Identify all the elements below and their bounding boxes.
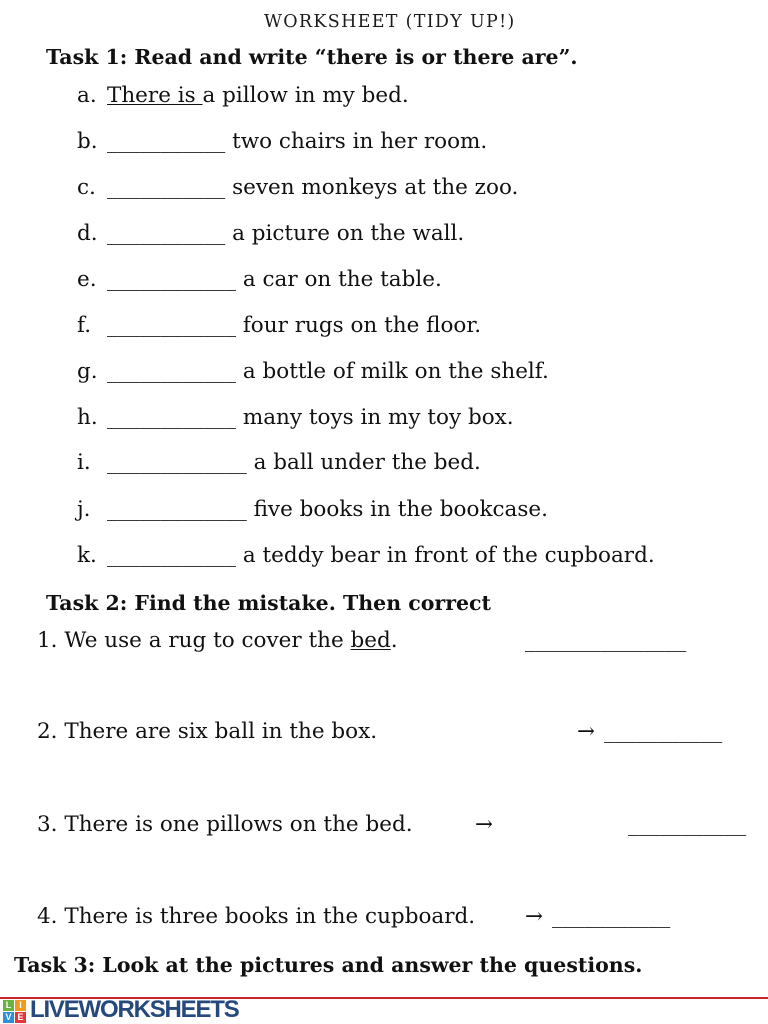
task1-item-e [0,265,768,295]
arrow-icon: → [475,812,494,837]
item-number: 4. [37,904,58,929]
item-letter: b. [77,129,98,154]
item-sentence [107,448,481,478]
task1-item-j [0,495,768,525]
task2-item-3 [0,810,768,840]
answer-blank: ____________ [107,267,236,292]
item-sentence [107,541,655,571]
correction-blank: ___________ [628,812,747,837]
item-sentence [107,357,549,387]
sentence-text: four rugs on the floor. [242,313,482,338]
task2-heading: Task 2: Find the mistake. Then correct [46,591,491,615]
sentence-end: . [390,628,398,653]
correction-blank: _______________ [525,628,687,653]
sentence-text: many toys in my toy box. [242,405,514,430]
item-letter: k. [77,543,97,568]
task2-item-1 [0,626,768,656]
answer-blank: ___________ [107,221,226,246]
task3-heading: Task 3: Look at the pictures and answer the questions. [14,953,643,977]
task1-item-b [0,127,768,157]
answer-blank: ____________ [107,543,236,568]
answer-blank: _____________ [107,450,247,475]
task1-item-d [0,219,768,249]
logo-icon-letter: V [3,1012,14,1023]
item-letter: h. [77,405,98,430]
item-sentence [107,81,409,111]
correction-blank: ___________ [604,719,723,744]
answer-blank: ____________ [107,405,236,430]
sentence-text: a car on the table. [242,267,442,292]
item-sentence [37,717,377,747]
item-sentence [107,173,518,203]
item-letter: j. [77,497,91,522]
answer-blank: ___________ [107,129,226,154]
task2-item-2 [0,717,768,747]
task1-heading: Task 1: Read and write “there is or there are”. [46,45,578,69]
answer-blank: ____________ [107,359,236,384]
task1-item-f [0,311,768,341]
item-letter: a. [77,83,97,108]
answer-blank: _____________ [107,497,247,522]
item-number: 3. [37,812,58,837]
item-letter: e. [77,267,97,292]
answer-blank: ___________ [107,175,226,200]
item-number: 1. [37,628,58,653]
item-sentence [107,403,514,433]
sentence-text: There is one pillows on the bed. [64,812,413,837]
item-sentence [107,219,464,249]
item-letter: f. [77,313,92,338]
item-letter: i. [77,450,91,475]
item-sentence [37,902,475,932]
logo-icon-letter: L [3,1000,14,1011]
item-number: 2. [37,719,58,744]
example-answer: There is [107,83,203,108]
correction-blank: ___________ [552,904,671,929]
answer-blank: ____________ [107,313,236,338]
sentence-text: a teddy bear in front of the cupboard. [242,543,655,568]
sentence-text: a bottle of milk on the shelf. [242,359,549,384]
arrow-icon: → [525,904,544,929]
worksheet-title: WORKSHEET (TIDY UP!) [264,12,516,32]
item-letter: c. [77,175,96,200]
sentence-text: We use a rug to cover the [64,628,351,653]
item-sentence [37,626,398,656]
arrow-icon: → [577,719,596,744]
sentence-text: a pillow in my bed. [202,83,409,108]
sentence-text: There is three books in the cupboard. [64,904,476,929]
item-letter: d. [77,221,98,246]
sentence-text: a ball under the bed. [253,450,481,475]
item-sentence [107,127,487,157]
mistake-word: bed [350,628,391,653]
task1-item-c [0,173,768,203]
sentence-text: two chairs in her room. [232,129,488,154]
sentence-text: five books in the bookcase. [253,497,548,522]
item-sentence [107,495,548,525]
task1-item-g [0,357,768,387]
sentence-text: a picture on the wall. [232,221,465,246]
task1-item-i [0,448,768,478]
task1-item-k [0,541,768,571]
task1-item-h [0,403,768,433]
logo-icon-letter: I [15,1000,26,1011]
sentence-text: There are six ball in the box. [64,719,378,744]
item-sentence [37,810,413,840]
liveworksheets-logo-icon [3,1000,26,1023]
item-letter: g. [77,359,98,384]
logo-icon-letter: E [15,1012,26,1023]
sentence-text: seven monkeys at the zoo. [232,175,519,200]
item-sentence [107,311,481,341]
task2-item-4 [0,902,768,932]
liveworksheets-logo-text: LIVEWORKSHEETS [30,996,239,1023]
task1-item-a [0,81,768,111]
item-sentence [107,265,442,295]
